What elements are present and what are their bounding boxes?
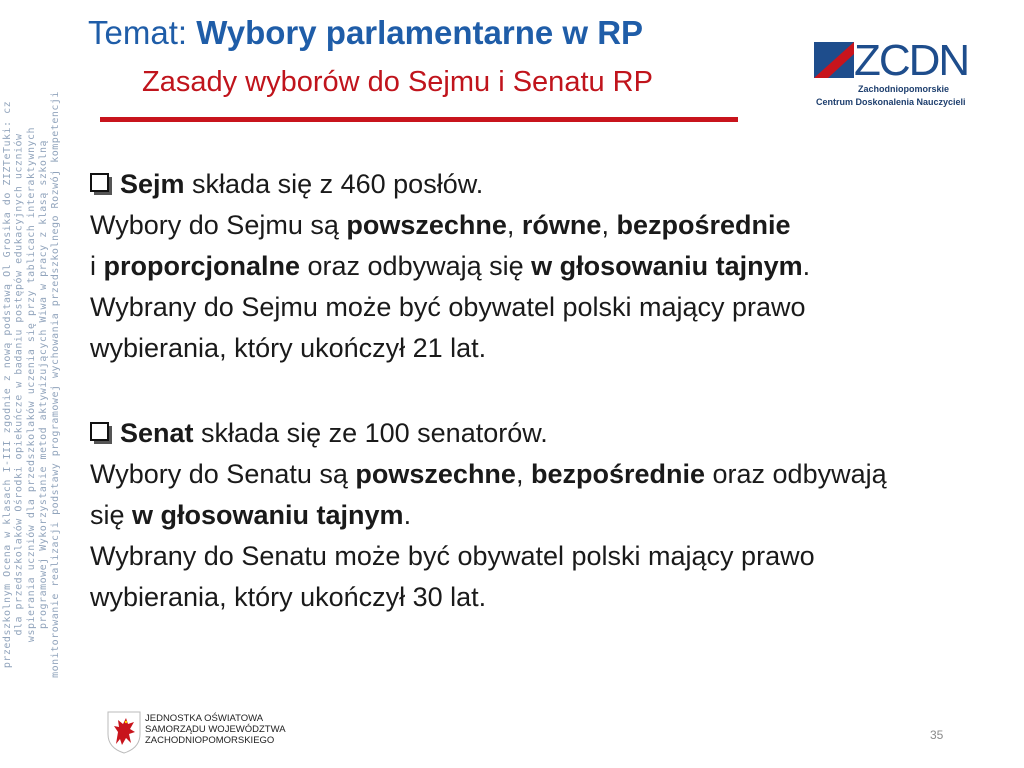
footer-institution: JEDNOSTKA OŚWIATOWA SAMORZĄDU WOJEWÓDZTWA ZACHODNIOPOMORSKIEGO: [145, 713, 286, 746]
strip-column: wspierania uczniów dla przedszkolaków uczenia się przy tablicach interaktywnych: [26, 126, 37, 642]
zcdn-logo: [814, 36, 974, 110]
slide-subtitle: Zasady wyborów do Sejmu i Senatu RP: [142, 66, 653, 98]
senat-paragraph-2: Wybrany do Senatu może być obywatel polski mający prawo wybierania, który ukończył 30 lat.: [90, 541, 815, 612]
sejm-paragraph-1: Wybory do Sejmu są powszechne, równe, bezpośrednie i proporcjonalne oraz odbywają się w głosowaniu tajnym.: [90, 210, 811, 281]
section-gap: [90, 369, 1000, 413]
sejm-paragraph-2: Wybrany do Sejmu może być obywatel polski mający prawo wybierania, który ukończył 21 lat.: [90, 292, 806, 363]
strip-column: dla przedszkolaków Ośrodki opiekuńcze w badaniu postępów edukacyjnych uczniów: [14, 132, 25, 636]
decorative-text-strip: [0, 0, 62, 768]
strip-column: programowej Wykorzystanie metod aktywizujących Wiwa w pracy z klasą szkolną: [38, 139, 50, 629]
strip-column: monitorowanie realizacji podstawy programowej wychowania przedszkolnego Rozwój kompetencji: [50, 90, 62, 678]
slide-title: [88, 14, 643, 52]
page-number: 35: [930, 728, 944, 742]
title-underline: [100, 117, 738, 122]
zcdn-name-line1: Zachodniopomorskie: [858, 84, 950, 94]
zcdn-letters: ZCDN: [854, 36, 969, 85]
zcdn-name-line2: Centrum Doskonalenia Nauczycieli: [816, 97, 966, 107]
title-main: Wybory parlamentarne w RP: [196, 14, 644, 51]
zcdn-logo-mark-icon: [814, 40, 854, 80]
strip-column: przedszkolnym Ocena w klasach I-III zgodnie z nową podstawą Ol Grosika do ZIZTeTuki: cz: [2, 100, 14, 668]
sejm-heading: Sejm składa się z 460 posłów.: [90, 164, 1000, 205]
checkbox-bullet-icon: [90, 173, 112, 195]
title-prefix: Temat:: [88, 14, 197, 51]
senat-paragraph-1: Wybory do Senatu są powszechne, bezpośrednie oraz odbywają się w głosowaniu tajnym.: [90, 459, 887, 530]
griffin-coat-of-arms-icon: [104, 710, 144, 754]
checkbox-bullet-icon: [90, 422, 112, 444]
slide-content: [90, 164, 1000, 618]
senat-heading: Senat składa się ze 100 senatorów.: [90, 413, 1000, 454]
